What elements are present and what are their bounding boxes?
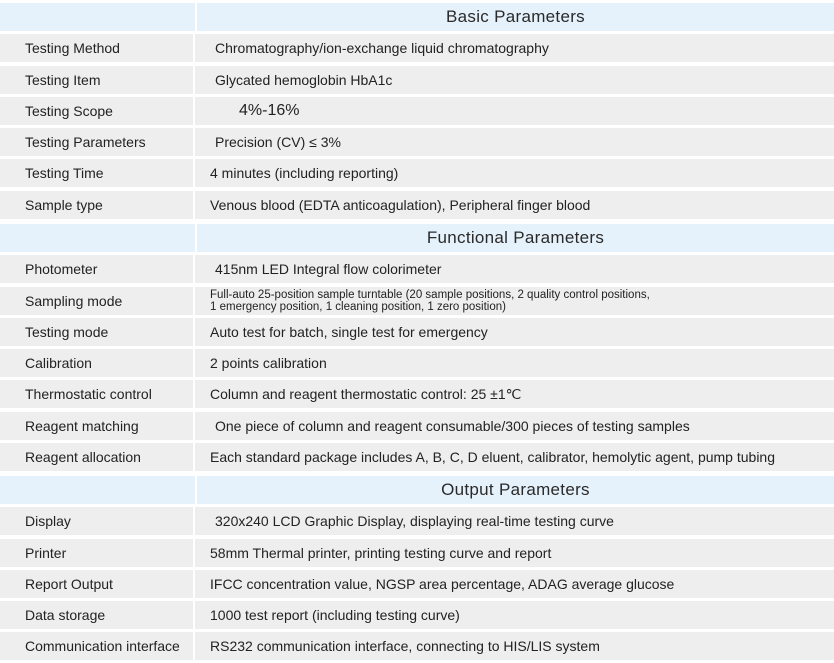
row-label: Reagent matching	[0, 412, 195, 440]
table-row	[0, 412, 834, 440]
row-label: Testing Item	[0, 66, 195, 94]
section-basic-parameters	[0, 3, 834, 219]
table-row	[0, 97, 834, 125]
row-value: IFCC concentration value, NGSP area percentage, ADAG average glucose	[195, 570, 834, 598]
row-label: Testing Parameters	[0, 128, 195, 156]
table-row	[0, 570, 834, 598]
table-row	[0, 443, 834, 471]
row-value: 4%-16%	[195, 97, 834, 125]
table-row	[0, 128, 834, 156]
row-value: Venous blood (EDTA anticoagulation), Peripheral finger blood	[195, 191, 834, 219]
row-value: 2 points calibration	[195, 349, 834, 377]
row-value: Precision (CV) ≤ 3%	[195, 128, 834, 156]
table-row	[0, 632, 834, 660]
row-value: 4 minutes (including reporting)	[195, 159, 834, 187]
section-title: Basic Parameters	[197, 3, 834, 31]
table-row	[0, 349, 834, 377]
section-output-parameters	[0, 476, 834, 660]
table-row	[0, 159, 834, 187]
row-label: Sample type	[0, 191, 195, 219]
section-title: Functional Parameters	[197, 224, 834, 252]
row-label: Photometer	[0, 255, 195, 283]
section-title: Output Parameters	[197, 476, 834, 504]
row-label: Reagent allocation	[0, 443, 195, 471]
table-row	[0, 255, 834, 283]
row-label: Testing mode	[0, 318, 195, 346]
table-row	[0, 507, 834, 535]
table-row	[0, 34, 834, 62]
row-value: RS232 communication interface, connecting to HIS/LIS system	[195, 632, 834, 660]
row-label: Report Output	[0, 570, 195, 598]
row-label: Communication interface	[0, 632, 195, 660]
table-row	[0, 539, 834, 567]
section-header	[0, 476, 834, 504]
row-label: Testing Scope	[0, 97, 195, 125]
table-row	[0, 318, 834, 346]
row-value: 415nm LED Integral flow colorimeter	[195, 255, 834, 283]
table-row	[0, 66, 834, 94]
row-value: Full-auto 25-position sample turntable (20 sample positions, 2 quality control positions, 1 emergency position, 1 cleaning position, 1 zero position)	[195, 287, 834, 315]
row-label: Calibration	[0, 349, 195, 377]
row-value: 320x240 LCD Graphic Display, displaying real-time testing curve	[195, 507, 834, 535]
row-value: Column and reagent thermostatic control: 25 ±1℃	[195, 380, 834, 408]
row-label: Display	[0, 507, 195, 535]
row-label: Thermostatic control	[0, 380, 195, 408]
row-label: Testing Method	[0, 34, 195, 62]
section-functional-parameters	[0, 224, 834, 471]
section-header	[0, 224, 834, 252]
row-value: 58mm Thermal printer, printing testing curve and report	[195, 539, 834, 567]
section-header	[0, 3, 834, 31]
row-value: Glycated hemoglobin HbA1c	[195, 66, 834, 94]
row-label: Testing Time	[0, 159, 195, 187]
row-value: One piece of column and reagent consumable/300 pieces of testing samples	[195, 412, 834, 440]
table-row	[0, 380, 834, 408]
row-label: Sampling mode	[0, 287, 195, 315]
row-value: Chromatography/ion-exchange liquid chromatography	[195, 34, 834, 62]
row-value: Auto test for batch, single test for emergency	[195, 318, 834, 346]
row-value: Each standard package includes A, B, C, D eluent, calibrator, hemolytic agent, pump tubing	[195, 443, 834, 471]
row-label: Printer	[0, 539, 195, 567]
row-label: Data storage	[0, 601, 195, 629]
row-value: 1000 test report (including testing curve)	[195, 601, 834, 629]
table-row	[0, 191, 834, 219]
table-row	[0, 601, 834, 629]
table-row	[0, 287, 834, 315]
